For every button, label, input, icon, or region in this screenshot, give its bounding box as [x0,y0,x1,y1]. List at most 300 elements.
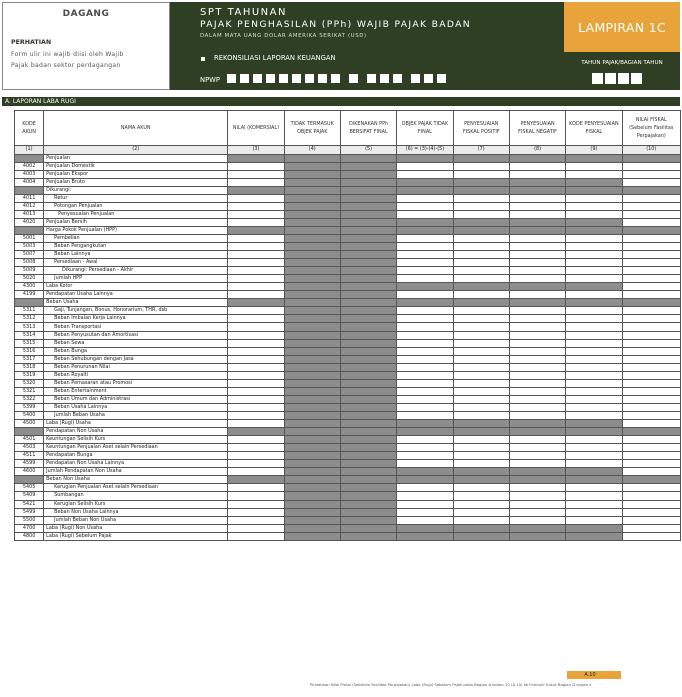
npwp-digit-box[interactable] [436,73,447,84]
account-name: Kerugian Penjualan Aset selain Persediaan [44,484,228,492]
table-row [15,299,681,307]
value-cell[interactable] [397,516,453,524]
value-cell[interactable] [228,468,284,476]
value-cell[interactable] [622,259,680,267]
table-row [15,251,681,259]
value-cell[interactable] [509,484,565,492]
value-cell[interactable] [397,363,453,371]
account-code: 5009 [15,267,44,275]
value-cell[interactable] [566,331,622,339]
value-cell[interactable] [453,355,509,363]
shaded-cell [340,283,396,291]
value-cell[interactable] [453,162,509,170]
value-cell[interactable] [228,283,284,291]
value-cell[interactable] [566,363,622,371]
value-cell[interactable] [622,218,680,226]
value-cell[interactable] [397,243,453,251]
value-cell[interactable] [228,347,284,355]
value-cell[interactable] [453,194,509,202]
value-cell[interactable] [622,315,680,323]
value-cell[interactable] [622,275,680,283]
value-cell[interactable] [453,403,509,411]
value-cell[interactable] [453,484,509,492]
value-cell[interactable] [622,251,680,259]
value-cell[interactable] [453,347,509,355]
value-cell[interactable] [566,234,622,242]
year-digit-box[interactable] [631,73,642,84]
value-cell[interactable] [397,436,453,444]
value-cell[interactable] [453,315,509,323]
column-number: (4) [284,146,340,155]
value-cell[interactable] [453,170,509,178]
value-cell[interactable] [397,331,453,339]
value-cell[interactable] [397,371,453,379]
value-cell[interactable] [453,291,509,299]
npwp-digit-box[interactable] [348,73,359,84]
value-cell[interactable] [397,379,453,387]
value-cell[interactable] [622,379,680,387]
value-cell[interactable] [509,387,565,395]
value-cell[interactable] [509,307,565,315]
value-cell[interactable] [453,452,509,460]
value-cell[interactable] [566,267,622,275]
value-cell[interactable] [397,267,453,275]
value-cell[interactable] [228,492,284,500]
value-cell[interactable] [622,243,680,251]
value-cell[interactable] [509,210,565,218]
account-name: Laba (Rugi) Sebelum Pajak [44,532,228,540]
column-header: PENYESUAIAN FISKAL POSITIF [453,111,509,146]
value-cell[interactable] [622,500,680,508]
value-cell[interactable] [566,194,622,202]
value-cell[interactable] [228,259,284,267]
value-cell[interactable] [228,307,284,315]
value-cell[interactable] [509,403,565,411]
value-cell[interactable] [566,339,622,347]
value-cell[interactable] [566,243,622,251]
value-cell[interactable] [566,355,622,363]
value-cell[interactable] [509,170,565,178]
value-cell[interactable] [397,210,453,218]
value-cell[interactable] [622,436,680,444]
value-cell[interactable] [566,508,622,516]
shaded-cell [566,532,622,540]
column-number: (6) = (3)-(4)-(5) [397,146,453,155]
value-cell[interactable] [622,387,680,395]
value-cell[interactable] [509,444,565,452]
value-cell[interactable] [622,395,680,403]
value-cell[interactable] [228,315,284,323]
value-cell[interactable] [566,323,622,331]
npwp-digit-box[interactable] [291,73,302,84]
value-cell[interactable] [453,307,509,315]
value-cell[interactable] [397,291,453,299]
value-cell[interactable] [228,460,284,468]
shaded-cell [340,516,396,524]
year-digit-box[interactable] [592,73,603,84]
value-cell[interactable] [397,170,453,178]
value-cell[interactable] [566,387,622,395]
value-cell[interactable] [453,500,509,508]
account-name: Penjualan Bersih [44,218,228,226]
value-cell[interactable] [566,371,622,379]
value-cell[interactable] [228,403,284,411]
value-cell[interactable] [509,508,565,516]
table-row [15,259,681,267]
value-cell[interactable] [453,210,509,218]
table-row [15,194,681,202]
value-cell[interactable] [397,412,453,420]
value-cell[interactable] [509,395,565,403]
npwp-digit-box[interactable] [239,73,250,84]
shaded-cell [340,395,396,403]
account-code: 5318 [15,363,44,371]
value-cell[interactable] [566,484,622,492]
shaded-cell [397,283,453,291]
value-cell[interactable] [622,420,680,428]
value-cell[interactable] [622,162,680,170]
tax-year-input[interactable] [592,73,644,84]
table-row [15,347,681,355]
value-cell[interactable] [509,275,565,283]
account-name: Beban Usaha [44,299,228,307]
account-name: Beban Sewa [44,339,228,347]
value-cell[interactable] [228,484,284,492]
shaded-cell [566,428,622,436]
value-cell[interactable] [397,444,453,452]
npwp-digit-box[interactable] [330,73,341,84]
value-cell[interactable] [509,339,565,347]
value-cell[interactable] [228,331,284,339]
value-cell[interactable] [509,323,565,331]
value-cell[interactable] [228,234,284,242]
value-cell[interactable] [622,178,680,186]
npwp-digit-box[interactable] [278,73,289,84]
value-cell[interactable] [453,444,509,452]
value-cell[interactable] [397,234,453,242]
value-cell[interactable] [622,210,680,218]
value-cell[interactable] [397,307,453,315]
value-cell[interactable] [228,371,284,379]
npwp-digit-box[interactable] [410,73,421,84]
value-cell[interactable] [509,460,565,468]
value-cell[interactable] [509,492,565,500]
value-cell[interactable] [622,283,680,291]
value-cell[interactable] [509,371,565,379]
value-cell[interactable] [566,395,622,403]
value-cell[interactable] [622,371,680,379]
value-cell[interactable] [622,307,680,315]
value-cell[interactable] [622,347,680,355]
shaded-cell [566,283,622,291]
account-code: 5400 [15,412,44,420]
shaded-cell [340,275,396,283]
account-name: Jumlah HPP [44,275,228,283]
value-cell[interactable] [566,307,622,315]
value-cell[interactable] [509,267,565,275]
value-cell[interactable] [228,500,284,508]
shaded-cell [340,234,396,242]
npwp-digit-box[interactable] [366,73,377,84]
value-cell[interactable] [228,363,284,371]
value-cell[interactable] [397,484,453,492]
value-cell[interactable] [228,444,284,452]
shaded-cell [453,283,509,291]
value-cell[interactable] [622,202,680,210]
npwp-digit-box[interactable] [252,73,263,84]
value-cell[interactable] [453,492,509,500]
npwp-input[interactable] [226,73,449,84]
value-cell[interactable] [622,291,680,299]
value-cell[interactable] [566,436,622,444]
value-cell[interactable] [509,259,565,267]
account-name: Pembelian [44,234,228,242]
value-cell[interactable] [228,436,284,444]
value-cell[interactable] [453,259,509,267]
value-cell[interactable] [566,210,622,218]
value-cell[interactable] [228,508,284,516]
shaded-cell [284,452,340,460]
value-cell[interactable] [397,194,453,202]
column-number: (8) [509,146,565,155]
year-digit-box[interactable] [618,73,629,84]
value-cell[interactable] [453,234,509,242]
value-cell[interactable] [453,371,509,379]
npwp-digit-box[interactable] [226,73,237,84]
value-cell[interactable] [228,323,284,331]
npwp-digit-box[interactable] [265,73,276,84]
value-cell[interactable] [622,460,680,468]
value-cell[interactable] [566,516,622,524]
value-cell[interactable] [566,275,622,283]
value-cell[interactable] [509,436,565,444]
account-name: Laba (Rugi) Usaha [44,420,228,428]
value-cell[interactable] [397,387,453,395]
header-title-panel [170,2,564,90]
value-cell[interactable] [566,162,622,170]
value-cell[interactable] [228,339,284,347]
value-cell[interactable] [622,339,680,347]
account-name: Beban Non Usaha Lainnya [44,508,228,516]
account-name: Beban Pemasaran atau Promosi [44,379,228,387]
value-cell[interactable] [228,395,284,403]
npwp-digit-box[interactable] [304,73,315,84]
value-cell[interactable] [509,500,565,508]
value-cell[interactable] [509,452,565,460]
npwp-digit-box[interactable] [423,73,434,84]
shaded-cell [228,428,284,436]
value-cell[interactable] [397,275,453,283]
value-cell[interactable] [509,347,565,355]
value-cell[interactable] [566,202,622,210]
npwp-digit-box[interactable] [379,73,390,84]
value-cell[interactable] [228,210,284,218]
value-cell[interactable] [453,243,509,251]
shaded-cell [397,226,453,234]
value-cell[interactable] [228,387,284,395]
value-cell[interactable] [397,323,453,331]
shaded-cell [284,476,340,484]
value-cell[interactable] [509,412,565,420]
value-cell[interactable] [228,251,284,259]
value-cell[interactable] [228,291,284,299]
npwp-digit-box[interactable] [392,73,403,84]
value-cell[interactable] [397,202,453,210]
value-cell[interactable] [566,291,622,299]
value-cell[interactable] [566,403,622,411]
value-cell[interactable] [622,492,680,500]
value-cell[interactable] [566,492,622,500]
value-cell[interactable] [453,267,509,275]
value-cell[interactable] [622,412,680,420]
shaded-cell [453,218,509,226]
value-cell[interactable] [453,412,509,420]
column-header: PENYESUAIAN FISKAL NEGATIF [509,111,565,146]
value-cell[interactable] [622,444,680,452]
account-name: Jumlah Pendapatan Non Usaha [44,468,228,476]
account-code: 5500 [15,516,44,524]
form-title: SPT TAHUNAN [200,7,287,18]
value-cell[interactable] [228,162,284,170]
value-cell[interactable] [397,452,453,460]
shaded-cell [284,444,340,452]
value-cell[interactable] [453,508,509,516]
value-cell[interactable] [509,516,565,524]
value-cell[interactable] [509,194,565,202]
value-cell[interactable] [397,500,453,508]
value-cell[interactable] [397,162,453,170]
value-cell[interactable] [566,170,622,178]
value-cell[interactable] [228,420,284,428]
value-cell[interactable] [453,516,509,524]
shaded-cell [340,363,396,371]
value-cell[interactable] [566,259,622,267]
value-cell[interactable] [397,347,453,355]
account-code: 5317 [15,355,44,363]
value-cell[interactable] [397,339,453,347]
value-cell[interactable] [566,452,622,460]
value-cell[interactable] [509,291,565,299]
value-cell[interactable] [453,339,509,347]
value-cell[interactable] [566,347,622,355]
value-cell[interactable] [228,178,284,186]
value-cell[interactable] [566,379,622,387]
value-cell[interactable] [622,234,680,242]
npwp-digit-box[interactable] [317,73,328,84]
shaded-cell [509,299,565,307]
year-digit-box[interactable] [605,73,616,84]
value-cell[interactable] [228,275,284,283]
value-cell[interactable] [228,516,284,524]
value-cell[interactable] [453,323,509,331]
value-cell[interactable] [509,243,565,251]
value-cell[interactable] [509,234,565,242]
value-cell[interactable] [509,355,565,363]
value-cell[interactable] [622,516,680,524]
account-code: 5020 [15,275,44,283]
value-cell[interactable] [397,492,453,500]
value-cell[interactable] [622,355,680,363]
value-cell[interactable] [397,460,453,468]
value-cell[interactable] [566,412,622,420]
value-cell[interactable] [397,355,453,363]
value-cell[interactable] [228,379,284,387]
value-cell[interactable] [566,460,622,468]
table-row [15,379,681,387]
value-cell[interactable] [453,436,509,444]
value-cell[interactable] [228,194,284,202]
value-cell[interactable] [228,355,284,363]
account-code: 4012 [15,202,44,210]
value-cell[interactable] [509,251,565,259]
value-cell[interactable] [453,251,509,259]
value-cell[interactable] [622,194,680,202]
value-cell[interactable] [453,387,509,395]
value-cell[interactable] [397,508,453,516]
value-cell[interactable] [397,251,453,259]
value-cell[interactable] [453,460,509,468]
value-cell[interactable] [622,323,680,331]
value-cell[interactable] [622,532,680,540]
value-cell[interactable] [509,331,565,339]
value-cell[interactable] [397,315,453,323]
value-cell[interactable] [453,202,509,210]
value-cell[interactable] [397,395,453,403]
header-right-panel [564,2,680,90]
value-cell[interactable] [228,243,284,251]
value-cell[interactable] [228,170,284,178]
value-cell[interactable] [622,468,680,476]
value-cell[interactable] [566,444,622,452]
value-cell[interactable] [566,500,622,508]
value-cell[interactable] [509,379,565,387]
value-cell[interactable] [566,315,622,323]
value-cell[interactable] [397,403,453,411]
value-cell[interactable] [509,162,565,170]
value-cell[interactable] [228,218,284,226]
account-code: 5319 [15,371,44,379]
value-cell[interactable] [397,259,453,267]
footnote: Pindahkan Nilai Fiskal (Sebelum Fasilitas Perpajakan) Laba (Rugi) Sebelum Pajak pada Bagian A kolom 10 (A.10) ke Formulir Induk Bagian D angka 4 [310,682,592,687]
value-cell[interactable] [453,331,509,339]
value-cell[interactable] [622,331,680,339]
value-cell[interactable] [509,202,565,210]
value-cell[interactable] [622,508,680,516]
value-cell[interactable] [622,267,680,275]
value-cell[interactable] [228,532,284,540]
value-cell[interactable] [509,363,565,371]
value-cell[interactable] [228,202,284,210]
value-cell[interactable] [228,267,284,275]
value-cell[interactable] [622,484,680,492]
value-cell[interactable] [622,170,680,178]
value-cell[interactable] [453,363,509,371]
value-cell[interactable] [622,452,680,460]
value-cell[interactable] [228,412,284,420]
value-cell[interactable] [622,524,680,532]
value-cell[interactable] [453,275,509,283]
value-cell[interactable] [228,452,284,460]
value-cell[interactable] [453,379,509,387]
value-cell[interactable] [566,251,622,259]
value-cell[interactable] [228,524,284,532]
value-cell[interactable] [622,403,680,411]
shaded-cell [509,186,565,194]
value-cell[interactable] [453,395,509,403]
value-cell[interactable] [622,363,680,371]
value-cell[interactable] [509,315,565,323]
table-row [15,468,681,476]
